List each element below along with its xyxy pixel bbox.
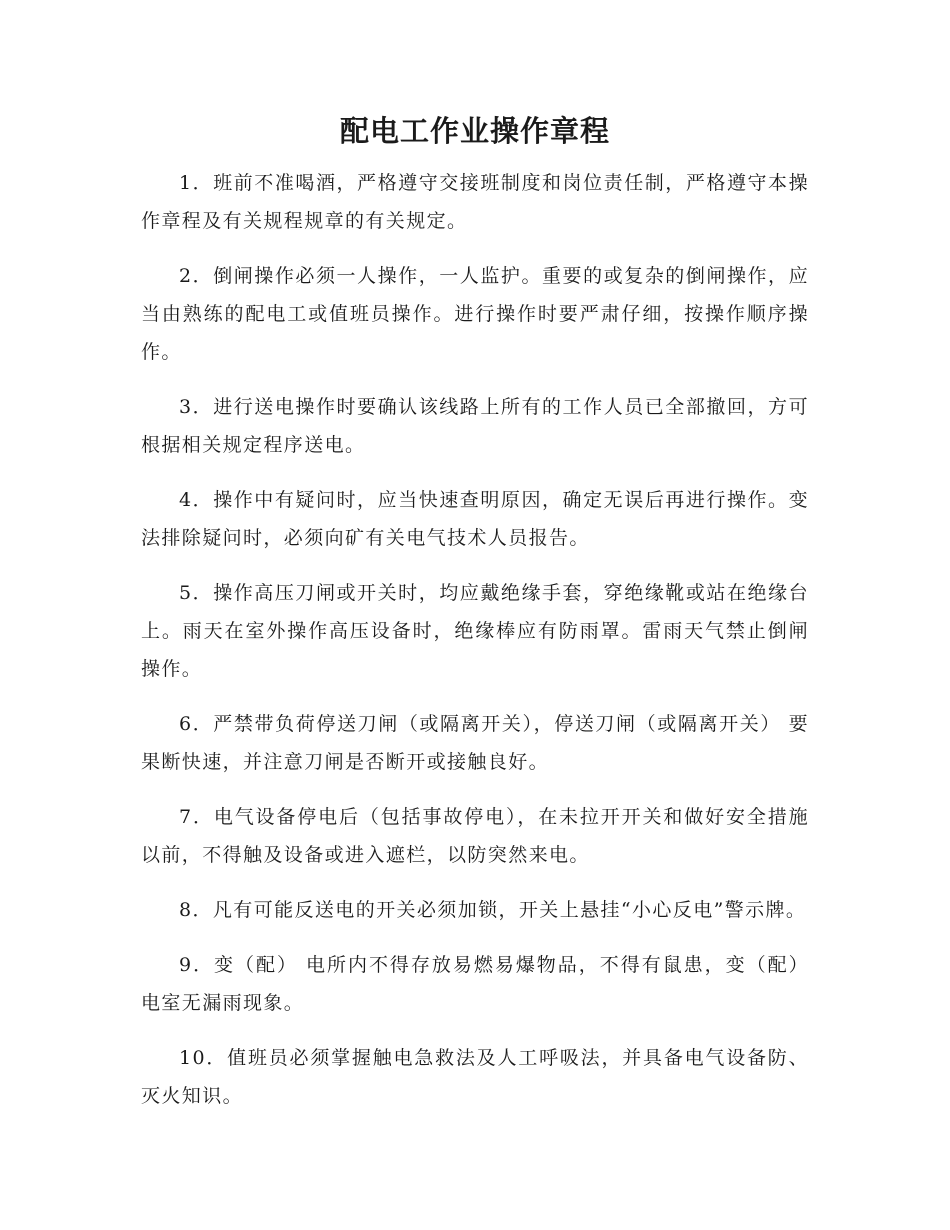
paragraph-6: 6．严禁带负荷停送刀闸（或隔离开关），停送刀闸（或隔离开关） 要果断快速，并注意刀闸是否断开或接触良好。 — [141, 713, 809, 773]
document-body — [141, 164, 809, 1132]
paragraph-1: 1．班前不准喝酒，严格遵守交接班制度和岗位责任制，严格遵守本操作章程及有关规程规章的有关规定。 — [141, 172, 809, 232]
paragraph-9: 9．变（配） 电所内不得存放易燃易爆物品，不得有鼠患，变（配） 电室无漏雨现象。 — [141, 954, 809, 1014]
paragraph-7: 7．电气设备停电后（包括事故停电），在未拉开开关和做好安全措施以前，不得触及设备或进入遮栏，以防突然来电。 — [141, 806, 809, 866]
paragraph-8: 8．凡有可能反送电的开关必须加锁，开关上悬挂“小心反电”警示牌。 — [179, 899, 807, 921]
document-title: 配电工作业操作章程 — [339, 114, 610, 148]
paragraph-5: 5．操作高压刀闸或开关时，均应戴绝缘手套，穿绝缘靴或站在绝缘台上。雨天在室外操作高压设备时，绝缘棒应有防雨罩。雷雨天气禁止倒闸操作。 — [141, 582, 809, 680]
paragraph-4: 4．操作中有疑问时，应当快速查明原因，确定无误后再进行操作。变法排除疑问时，必须向矿有关电气技术人员报告。 — [141, 489, 809, 549]
paragraph-3: 3．进行送电操作时要确认该线路上所有的工作人员已全部撤回，方可根据相关规定程序送电。 — [141, 396, 809, 456]
paragraph-2: 2．倒闸操作必须一人操作，一人监护。重要的或复杂的倒闸操作，应当由熟练的配电工或值班员操作。进行操作时要严肃仔细，按操作顺序操作。 — [141, 265, 809, 363]
paragraph-10: 10．值班员必须掌握触电急救法及人工呼吸法，并具备电气设备防、灭火知识。 — [141, 1047, 809, 1107]
